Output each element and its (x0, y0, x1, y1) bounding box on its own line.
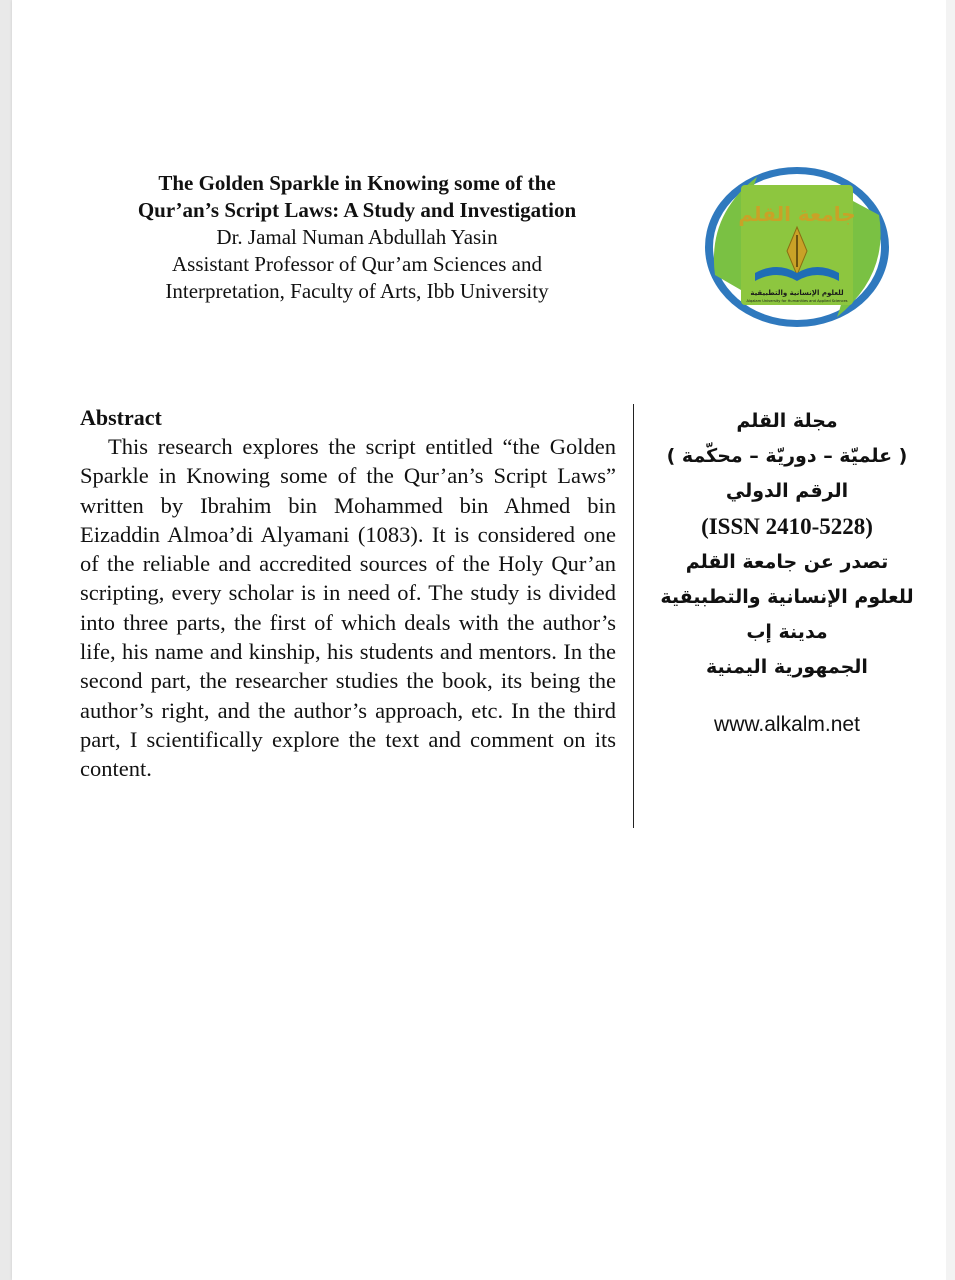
publisher-line-2: للعلوم الإنسانية والتطبيقية (660, 586, 914, 608)
paper-title-line-1: The Golden Sparkle in Knowing some of the (158, 171, 556, 195)
column-divider (633, 404, 634, 828)
document-page (12, 0, 946, 1280)
abstract-text: This research explores the script entitled “the Golden Sparkle in Knowing some of the Qur’an’s Script Laws” written by Ibrahim bin Mohammed bin Ahmed bin Eizaddin Almoa’di Alyamani (1083). It is considered one of the reliable and accredited sources of the Holy Qur’an scripting, every scholar is in need of. The study is divided into three parts, the first of which deals with the author’s life, his name and kinship, his students and mentors. In the second part, the researcher studies the book, its being the author’s right, and the author’s approach, etc. In the third part, I scientifically explore the text and comment on its content. (80, 434, 616, 782)
logo-arabic-title: جامعة القلم (738, 202, 856, 226)
abstract-section (80, 404, 616, 784)
journal-country: الجمهورية اليمنية (706, 656, 868, 678)
university-logo (697, 155, 897, 335)
issn-number: (ISSN 2410-5228) (701, 514, 873, 539)
logo-english-subtitle: Alqalam University for Humanities and Applied Sciences (746, 299, 848, 303)
viewer-edge (946, 0, 955, 1280)
journal-city: مدينة إب (746, 621, 828, 643)
abstract-heading: Abstract (80, 405, 162, 430)
journal-type: ( علميّة – دوريّة – محكّمة ) (666, 445, 908, 467)
paper-title-line-2: Qur’an’s Script Laws: A Study and Investigation (137, 198, 577, 222)
journal-name: مجلة القلم (736, 410, 838, 432)
journal-website: www.alkalm.net (714, 713, 860, 736)
author-position-line-1: Assistant Professor of Qur’am Sciences and (172, 252, 542, 276)
journal-info (652, 404, 922, 737)
logo-arabic-subtitle: للعلوم الإنسانية والتطبيقية (750, 289, 844, 297)
publisher-line-1: تصدر عن جامعة القلم (685, 551, 889, 573)
author-name: Dr. Jamal Numan Abdullah Yasin (216, 225, 498, 249)
intl-number-label: الرقم الدولي (725, 480, 849, 502)
author-position-line-2: Interpretation, Faculty of Arts, Ibb University (165, 279, 549, 303)
paper-header (107, 170, 607, 305)
